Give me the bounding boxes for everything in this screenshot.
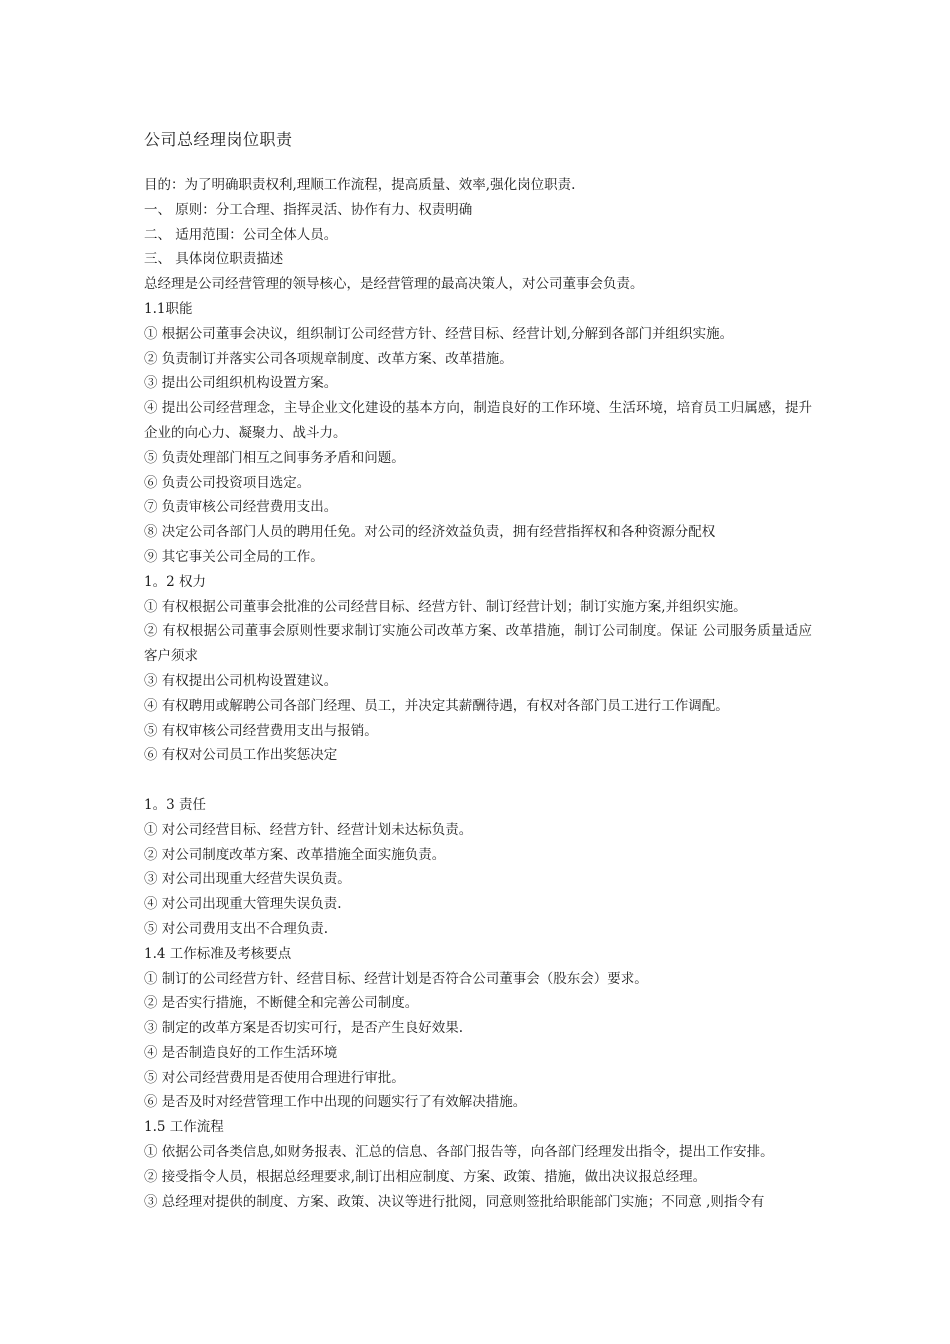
list-item: ② 对公司制度改革方案、改革措施全面实施负责。 [144,846,446,863]
list-item: ③ 提出公司组织机构设置方案。 [144,375,338,392]
subsection-heading-functions: 1.1职能 [144,300,193,317]
list-item: ① 根据公司董事会决议，组织制订公司经营方针、经营目标、经营计划,分解到各部门并组织实施。 [144,325,734,342]
section-heading: 三、 具体岗位职责描述 [144,251,284,268]
list-item: ⑤ 有权审核公司经营费用支出与报销。 [144,722,378,739]
scope-line: 二、 适用范围：公司全体人员。 [144,226,338,243]
document-title: 公司总经理岗位职责 [144,130,293,149]
list-item: ② 负责制订并落实公司各项规章制度、改革方案、改革措施。 [144,350,513,367]
list-item: ⑧ 决定公司各部门人员的聘用任免。对公司的经济效益负责，拥有经营指挥权和各种资源分配权 [144,524,716,541]
blank-line [144,768,812,793]
document-body [144,173,812,1214]
list-item: ④ 有权聘用或解聘公司各部门经理、员工，并决定其薪酬待遇，有权对各部门员工进行工作调配。 [144,697,729,714]
list-item: ⑥ 是否及时对经营管理工作中出现的问题实行了有效解决措施。 [144,1094,527,1111]
subsection-heading-responsibilities: 1。3 责任 [144,796,206,813]
list-item: ⑥ 有权对公司员工作出奖惩决定 [144,747,338,764]
principle-line: 一、 原则：分工合理、指挥灵活、协作有力、权责明确 [144,201,473,218]
list-item: ② 有权根据公司董事会原则性要求制订实施公司改革方案、改革措施，制订公司制度。保证 公司服务质量适应客户须求 [144,623,812,665]
list-item: ③ 有权提出公司机构设置建议。 [144,672,338,689]
subsection-heading-powers: 1。2 权力 [144,573,206,590]
list-item: ① 依据公司各类信息,如财务报表、汇总的信息、各部门报告等，向各部门经理发出指令，提出工作安排。 [144,1144,774,1161]
list-item: ④ 是否制造良好的工作生活环境 [144,1044,338,1061]
paragraph-line: 总经理是公司经营管理的领导核心，是经营管理的最高决策人，对公司董事会负责。 [144,276,644,293]
list-item: ③ 制定的改革方案是否切实可行，是否产生良好效果. [144,1020,464,1037]
purpose-line: 目的：为了明确职责权利,理顺工作流程，提高质量、效率,强化岗位职责. [144,177,576,193]
list-item: ① 制订的公司经营方针、经营目标、经营计划是否符合公司董事会（股东会）要求。 [144,970,648,987]
subsection-heading-workflow: 1.5 工作流程 [144,1119,224,1136]
list-item: ⑤ 对公司经营费用是否使用合理进行审批。 [144,1069,405,1086]
list-item: ④ 提出公司经营理念，主导企业文化建设的基本方向，制造良好的工作环境、生活环境，培育员工归属感，提升企业的向心力、凝聚力、战斗力。 [144,400,812,441]
list-item: ⑥ 负责公司投资项目选定。 [144,474,311,491]
list-item: ⑨ 其它事关公司全局的工作。 [144,548,324,565]
list-item: ③ 对公司出现重大经营失误负责。 [144,871,351,888]
list-item: ① 有权根据公司董事会批准的公司经营目标、经营方针、制订经营计划；制订实施方案,并组织实施。 [144,598,747,615]
list-item: ⑤ 对公司费用支出不合理负责. [144,920,329,937]
list-item: ① 对公司经营目标、经营方针、经营计划未达标负责。 [144,821,473,838]
list-item: ③ 总经理对提供的制度、方案、政策、决议等进行批阅，同意则签批给职能部门实施；不同意 ,则指令有 [144,1193,765,1210]
list-item: ⑤ 负责处理部门相互之间事务矛盾和问题。 [144,449,405,466]
list-item: ④ 对公司出现重大管理失误负责. [144,896,342,913]
list-item: ② 接受指令人员，根据总经理要求,制订出相应制度、方案、政策、措施，做出决议报总经理。 [144,1168,707,1185]
list-item: ⑦ 负责审核公司经营费用支出。 [144,499,338,516]
subsection-heading-standards: 1.4 工作标准及考核要点 [144,945,292,962]
list-item: ② 是否实行措施，不断健全和完善公司制度。 [144,995,419,1012]
